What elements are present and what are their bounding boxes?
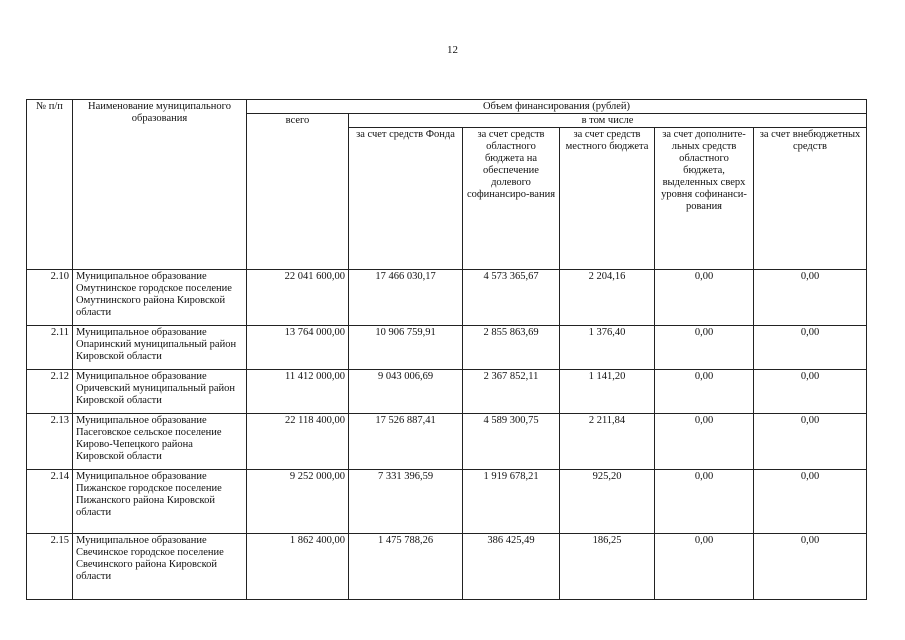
- financing-table: [26, 99, 867, 600]
- table-row: [27, 414, 867, 470]
- row-name: Муниципальное образование Свечинское городское поселение Свечинского района Кировской области: [73, 534, 247, 600]
- row-additional: 0,00: [655, 414, 754, 470]
- row-additional: 0,00: [655, 270, 754, 326]
- row-num: 2.12: [27, 370, 73, 414]
- header-name: Наименование муниципального образования: [73, 100, 247, 270]
- row-fund: 7 331 396,59: [349, 470, 463, 534]
- row-additional: 0,00: [655, 370, 754, 414]
- row-regional: 4 589 300,75: [463, 414, 560, 470]
- row-additional: 0,00: [655, 534, 754, 600]
- row-total: 11 412 000,00: [247, 370, 349, 414]
- row-extra: 0,00: [754, 414, 867, 470]
- header-fund: за счет средств Фонда: [349, 128, 463, 270]
- row-total: 13 764 000,00: [247, 326, 349, 370]
- row-regional: 4 573 365,67: [463, 270, 560, 326]
- row-extra: 0,00: [754, 470, 867, 534]
- header-num: № п/п: [27, 100, 73, 270]
- row-fund: 17 526 887,41: [349, 414, 463, 470]
- row-fund: 1 475 788,26: [349, 534, 463, 600]
- row-num: 2.14: [27, 470, 73, 534]
- header-local: за счет средств местного бюджета: [560, 128, 655, 270]
- row-name: Муниципальное образование Пасеговское сельское поселение Кирово-Чепецкого района Кировской области: [73, 414, 247, 470]
- header-additional: за счет дополните-льных средств областного бюджета, выделенных сверх уровня софинанси-рования: [655, 128, 754, 270]
- row-fund: 17 466 030,17: [349, 270, 463, 326]
- table-body: [27, 270, 867, 600]
- row-local: 2 204,16: [560, 270, 655, 326]
- table-header: [27, 100, 867, 270]
- header-regional: за счет средств областного бюджета на обеспечение долевого софинансиро-вания: [463, 128, 560, 270]
- row-extra: 0,00: [754, 370, 867, 414]
- row-num: 2.10: [27, 270, 73, 326]
- row-fund: 9 043 006,69: [349, 370, 463, 414]
- row-regional: 2 855 863,69: [463, 326, 560, 370]
- row-additional: 0,00: [655, 470, 754, 534]
- row-name: Муниципальное образование Омутнинское городское поселение Омутнинского района Кировской области: [73, 270, 247, 326]
- row-local: 1 376,40: [560, 326, 655, 370]
- row-local: 186,25: [560, 534, 655, 600]
- row-local: 2 211,84: [560, 414, 655, 470]
- row-extra: 0,00: [754, 534, 867, 600]
- table-row: [27, 326, 867, 370]
- table-row: [27, 270, 867, 326]
- row-fund: 10 906 759,91: [349, 326, 463, 370]
- row-num: 2.15: [27, 534, 73, 600]
- row-total: 1 862 400,00: [247, 534, 349, 600]
- row-total: 22 118 400,00: [247, 414, 349, 470]
- header-total: всего: [247, 114, 349, 270]
- row-regional: 1 919 678,21: [463, 470, 560, 534]
- table-row: [27, 370, 867, 414]
- row-total: 9 252 000,00: [247, 470, 349, 534]
- header-volume: Объем финансирования (рублей): [247, 100, 867, 114]
- row-additional: 0,00: [655, 326, 754, 370]
- row-name: Муниципальное образование Оричевский муниципальный район Кировской области: [73, 370, 247, 414]
- row-num: 2.11: [27, 326, 73, 370]
- row-local: 925,20: [560, 470, 655, 534]
- table-row: [27, 534, 867, 600]
- row-regional: 386 425,49: [463, 534, 560, 600]
- header-including: в том числе: [349, 114, 867, 128]
- page-number: 12: [447, 44, 458, 56]
- table-row: [27, 470, 867, 534]
- header-extra: за счет внебюджетных средств: [754, 128, 867, 270]
- row-extra: 0,00: [754, 270, 867, 326]
- row-local: 1 141,20: [560, 370, 655, 414]
- row-regional: 2 367 852,11: [463, 370, 560, 414]
- row-num: 2.13: [27, 414, 73, 470]
- row-total: 22 041 600,00: [247, 270, 349, 326]
- row-extra: 0,00: [754, 326, 867, 370]
- row-name: Муниципальное образование Опаринский муниципальный район Кировской области: [73, 326, 247, 370]
- row-name: Муниципальное образование Пижанское городское поселение Пижанского района Кировской области: [73, 470, 247, 534]
